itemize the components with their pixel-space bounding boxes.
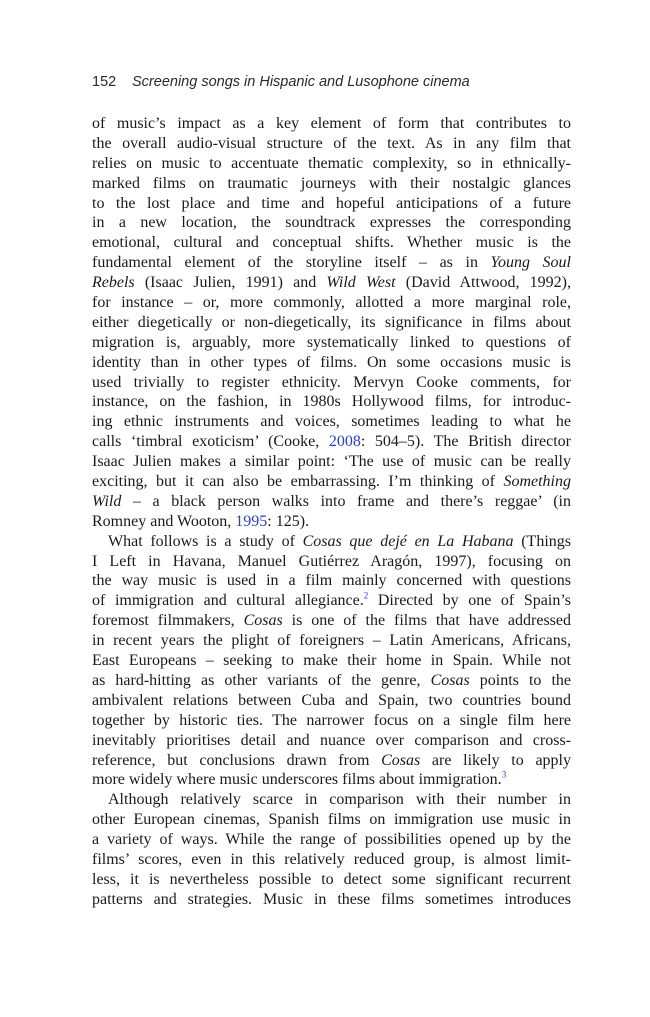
text-line: Although relatively scarce in comparison with their number in (108, 791, 571, 809)
text-line: East Europeans – seeking to make their home in Spain. While not (92, 652, 571, 670)
running-head (92, 74, 572, 90)
text-line: marked films on traumatic journeys with their nostalgic glances (92, 174, 571, 192)
film-title: Wild West (326, 274, 396, 292)
text-line: I Left in Havana, Manuel Gutiérrez Aragón, 1997), focusing on (92, 552, 571, 570)
film-title: Cosas que dejé en La Habana (302, 532, 514, 550)
film-title: Rebels (92, 274, 135, 292)
citation-link[interactable]: 2008 (328, 433, 361, 451)
text-line: of music’s impact as a key element of form that contributes to (92, 115, 571, 132)
text-line: of immigration and cultural allegiance.$^2$ Directed by one of Spain’s (92, 591, 571, 610)
paragraph-3 (92, 790, 571, 909)
body-text (92, 114, 571, 910)
film-title: Young Soul (490, 254, 571, 272)
text-line: together by historic ties. The narrower focus on a single film here (92, 711, 571, 729)
footnote-marker[interactable]: 3 (501, 770, 507, 781)
film-title: Cosas (243, 612, 283, 630)
text-line: more widely where music underscores films about immigration.$^3$ (92, 770, 507, 789)
text-line: the way music is used in a film mainly concerned with questions (92, 572, 571, 590)
text-line: identity than in other types of films. On some occasions music is (92, 353, 571, 371)
footnote-marker[interactable]: 2 (363, 591, 369, 602)
text-line: Rebels (Isaac Julien, 1991) and Wild West (David Attwood, 1992), (92, 274, 572, 292)
text-line: other European cinemas, Spanish films on immigration use music in (92, 811, 571, 829)
text-line: What follows is a study of Cosas que dejé en La Habana (Things (108, 532, 572, 550)
text-line: the overall audio-visual structure of the text. As in any film that (92, 134, 571, 152)
text-line: Isaac Julien makes a similar point: ‘The use of music can be really (92, 453, 571, 471)
text-line: as hard-hitting as other variants of the genre, Cosas points to the (92, 671, 572, 689)
text-line: calls ‘timbral exoticism’ (Cooke, 2008: 504–5). The British director (92, 433, 572, 451)
film-title: Cosas (381, 751, 421, 769)
film-title: Something (503, 473, 571, 491)
text-line: in recent years the plight of foreigners – Latin Americans, Africans, (92, 632, 571, 650)
citation-link[interactable]: 1995 (235, 512, 268, 530)
text-line: patterns and strategies. Music in these films sometimes introduces (92, 890, 571, 908)
film-title: Wild (92, 492, 122, 510)
text-line: ambivalent relations between Cuba and Spain, two countries bound (92, 691, 571, 709)
text-line: relies on music to accentuate thematic complexity, so in ethnically- (92, 154, 571, 172)
text-line: Wild – a black person walks into frame and there’s reggae’ (in (92, 492, 571, 510)
text-line: inevitably prioritises detail and nuance over comparison and cross- (92, 731, 571, 749)
text-line: to the lost place and time and hopeful anticipations of a future (92, 194, 571, 212)
paragraph-2 (92, 532, 571, 791)
text-line: less, it is nevertheless possible to detect some significant recurrent (92, 870, 571, 888)
text-line: reference, but conclusions drawn from Cosas are likely to apply (92, 751, 571, 769)
text-line: migration is, arguably, more systematically linked to questions of (92, 333, 571, 351)
text-line: in a new location, the soundtrack expresses the corresponding (92, 214, 571, 232)
text-line: exciting, but it can also be embarrassing. I’m thinking of Something (92, 473, 571, 491)
paragraph-1 (92, 114, 571, 532)
text-line: used trivially to register ethnicity. Mervyn Cooke comments, for (92, 373, 571, 391)
text-line: emotional, cultural and conceptual shifts. Whether music is the (92, 234, 571, 252)
text-line: instance, on the fashion, in 1980s Hollywood films, for introduc- (92, 393, 571, 411)
text-line: a variety of ways. While the range of possibilities opened up by the (92, 831, 571, 849)
text-line: fundamental element of the storyline itself – as in Young Soul (92, 254, 571, 272)
page-number: 152 (92, 74, 117, 90)
book-title: Screening songs in Hispanic and Lusophone cinema (132, 74, 470, 90)
text-line: either diegetically or non-diegetically, its significance in films about (92, 313, 571, 331)
text-line: films’ scores, even in this relatively reduced group, is almost limit- (92, 850, 571, 868)
text-line: for instance – or, more commonly, allotted a more marginal role, (92, 294, 571, 312)
text-line: Romney and Wooton, 1995: 125). (92, 512, 310, 530)
film-title: Cosas (430, 671, 470, 689)
text-line: foremost filmmakers, Cosas is one of the films that have addressed (92, 612, 571, 630)
text-line: ing ethnic instruments and voices, sometimes leading to what he (92, 413, 571, 431)
